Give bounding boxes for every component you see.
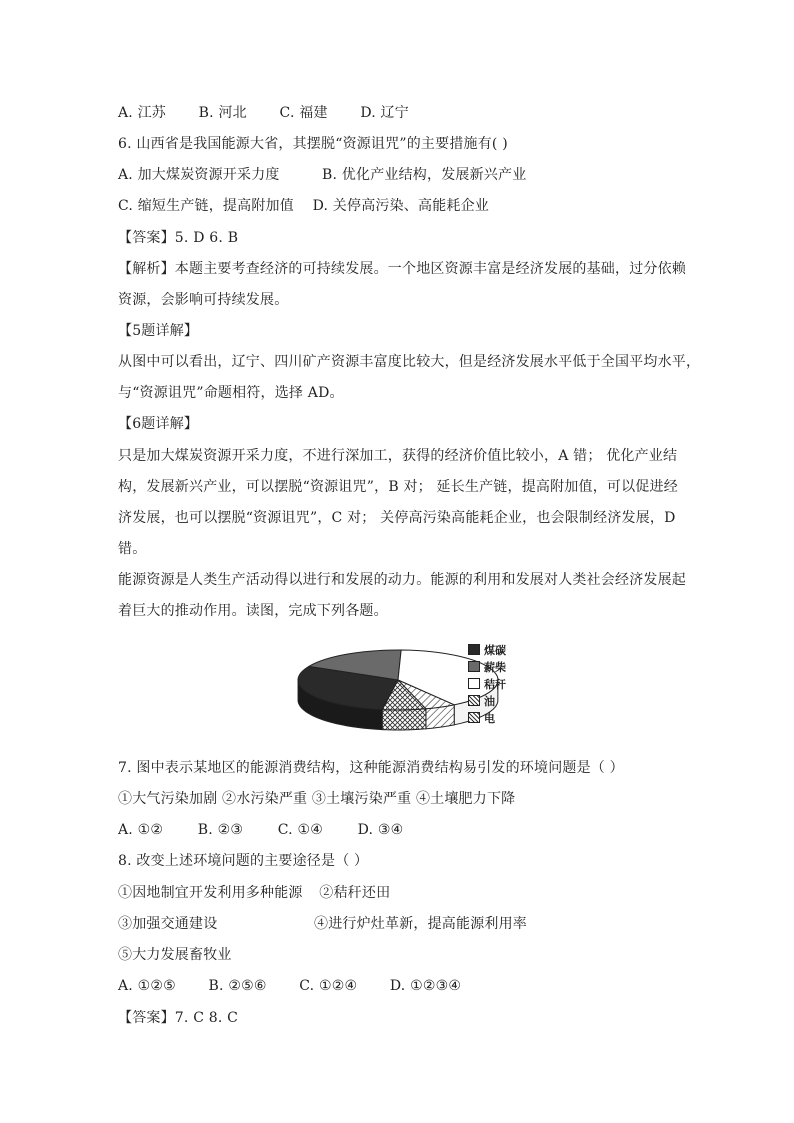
q6-option-d: D. 关停高污染、高能耗企业 [312, 198, 490, 214]
answer-5-6: 【答案】5. D 6. B [118, 230, 239, 246]
q7-choices: ①大气污染加剧 ②水污染严重 ③土壤污染严重 ④土壤肥力下降 [118, 791, 516, 807]
q6-options-row2 [118, 197, 489, 215]
q6-option-c: C. 缩短生产链，提高附加值 [118, 198, 294, 214]
q8-option-b: B. ②⑤⑥ [208, 978, 267, 994]
answer-7-8: 【答案】7. C 8. C [118, 1010, 239, 1026]
intro-line-1: 能源资源是人类生产活动得以进行和发展的动力。能源的利用和发展对人类社会经济发展起 [118, 572, 686, 588]
q7-option-b: B. ②③ [197, 822, 244, 838]
q8-option-a: A. ①②⑤ [118, 978, 176, 994]
legend-swatch-oil [468, 695, 480, 706]
analysis-line-2: 资源，会影响可持续发展。 [118, 292, 289, 308]
detail6-heading: 【6题详解】 [118, 416, 199, 432]
q7-option-a: A. ①② [118, 822, 164, 838]
q8-option-d: D. ①②③④ [389, 978, 462, 994]
q6-option-a: A. 加大煤炭资源开采力度 [118, 167, 280, 183]
q5-option-a: A. 江苏 [118, 105, 167, 121]
q8-stem: 8. 改变上述环境问题的主要途径是（ ） [118, 853, 369, 869]
q7-stem: 7. 图中表示某地区的能源消费结构，这种能源消费结构易引发的环境问题是（ ） [118, 760, 624, 776]
q8-choice-5: ⑤大力发展畜牧业 [118, 947, 232, 963]
detail6-line-4: 错。 [118, 541, 147, 557]
legend-swatch-firewood [468, 661, 480, 672]
q8-option-c: C. ①②④ [299, 978, 358, 994]
q6-options-row1 [118, 166, 527, 184]
q5-option-d: D. 辽宁 [360, 105, 409, 121]
q8-choice-2: ②秸秆还田 [319, 885, 391, 901]
q8-choice-4: ④进行炉灶革新，提高能源利用率 [314, 916, 527, 932]
q6-option-b: B. 优化产业结构，发展新兴产业 [322, 167, 527, 183]
analysis-line-1: 【解析】本题主要考查经济的可持续发展。一个地区资源丰富是经济发展的基础，过分依赖 [118, 261, 686, 277]
q8-choice-1: ①因地制宜开发利用多种能源 [118, 885, 303, 901]
legend-label-firewood: 薪柴 [484, 661, 506, 674]
q8-choices-row1 [118, 884, 390, 902]
detail6-line-2: 构，发展新兴产业，可以摆脱“资源诅咒”，B 对； 延长生产链，提高附加值，可以促进经 [118, 479, 678, 495]
legend-swatch-electricity [468, 712, 480, 723]
q7-option-d: D. ③④ [357, 822, 404, 838]
legend-label-electricity: 电 [484, 712, 495, 725]
q8-choice-3: ③加强交通建设 [118, 916, 218, 932]
pie-side-4 [382, 709, 426, 730]
legend-swatch-coal [468, 644, 480, 655]
q5-options [118, 104, 409, 122]
detail6-line-1: 只是加大煤炭资源开采力度，不进行深加工，获得的经济价值比较小，A 错； 优化产业结 [118, 448, 678, 464]
q7-option-c: C. ①④ [277, 822, 323, 838]
detail5-line-1: 从图中可以看出，辽宁、四川矿产资源丰富度比较大，但是经济发展水平低于全国平均水平， [118, 354, 701, 370]
detail5-heading: 【5题详解】 [118, 323, 199, 339]
intro-line-2: 着巨大的推动作用。读图，完成下列各题。 [118, 603, 388, 619]
q7-options [118, 821, 403, 839]
q6-stem: 6. 山西省是我国能源大省，其摆脱“资源诅咒”的主要措施有( ) [118, 136, 508, 152]
legend-label-straw: 秸秆 [484, 678, 506, 691]
legend-swatch-straw [468, 678, 480, 689]
q8-choices-row2 [118, 915, 527, 933]
detail5-line-2: 与“资源诅咒”命题相符，选择 AD。 [118, 385, 344, 401]
q8-options [118, 977, 461, 995]
q5-option-b: B. 河北 [198, 105, 247, 121]
legend-label-oil: 油 [484, 695, 495, 708]
detail6-line-3: 济发展，也可以摆脱“资源诅咒”，C 对； 关停高污染高能耗企业，也会限制经济发展，D [118, 510, 676, 526]
legend-label-coal: 煤碳 [484, 644, 506, 657]
q5-option-c: C. 福建 [279, 105, 328, 121]
